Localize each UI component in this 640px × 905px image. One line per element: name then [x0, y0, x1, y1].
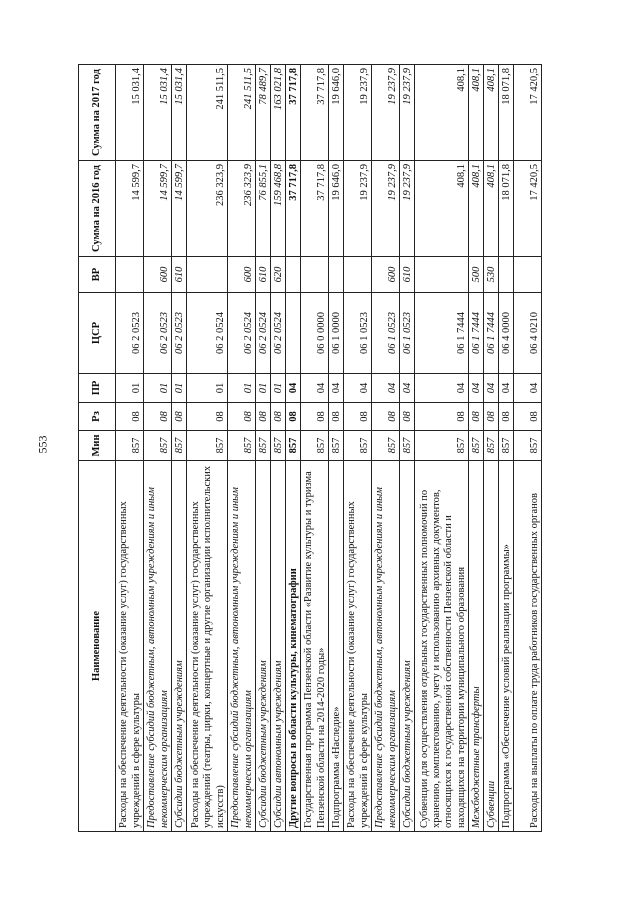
table-row: [228, 65, 256, 832]
cell-csr: 06 1 0523: [400, 293, 415, 374]
cell-sum-2016: 18 071,8: [499, 161, 514, 257]
cell-sum-2017: 408,1: [415, 65, 469, 161]
cell-rz: 08: [344, 403, 372, 431]
cell-csr: [286, 293, 301, 374]
header-sum-2017: Сумма на 2017 год: [79, 65, 116, 161]
cell-rz: 08: [514, 403, 542, 431]
cell-vr: [286, 257, 301, 293]
cell-min: 857: [256, 431, 271, 461]
page-number: 553: [35, 435, 50, 454]
header-min: Мин: [79, 431, 116, 461]
cell-csr: 06 2 0523: [172, 293, 187, 374]
cell-pr: 04: [484, 374, 499, 403]
cell-sum-2017: 15 031,4: [172, 65, 187, 161]
header-name: Наименование: [79, 461, 116, 832]
cell-sum-2017: 17 420,5: [514, 65, 542, 161]
table-row: [344, 65, 372, 832]
cell-name: Расходы на выплаты по оплате труда работников государственных органов: [514, 461, 542, 832]
cell-pr: 04: [301, 374, 329, 403]
cell-name: Предоставление субсидий бюджетным, автономным учреждениям и иным некоммерческим организациям: [144, 461, 172, 832]
cell-name: Другие вопросы в области культуры, кинематографии: [286, 461, 301, 832]
cell-vr: [187, 257, 228, 293]
cell-min: 857: [415, 431, 469, 461]
cell-pr: 04: [400, 374, 415, 403]
cell-name: Субсидии автономным учреждениям: [271, 461, 286, 832]
cell-vr: [415, 257, 469, 293]
table-row: [172, 65, 187, 832]
header-row: [79, 65, 116, 832]
table-row: [301, 65, 329, 832]
cell-pr: 01: [172, 374, 187, 403]
cell-min: 857: [301, 431, 329, 461]
cell-min: 857: [172, 431, 187, 461]
cell-csr: 06 2 0524: [256, 293, 271, 374]
cell-csr: 06 1 7444: [469, 293, 484, 374]
budget-table-page: [78, 65, 558, 832]
cell-sum-2017: 15 031,4: [116, 65, 144, 161]
cell-rz: 08: [415, 403, 469, 431]
cell-csr: 06 0 0000: [301, 293, 329, 374]
cell-vr: 610: [172, 257, 187, 293]
cell-name: Расходы на обеспечение деятельности (оказание услуг) государственных учреждений (театры, цирки, концертные и другие организации исполнительских искусств): [187, 461, 228, 832]
cell-name: Субсидии бюджетным учреждениям: [172, 461, 187, 832]
cell-sum-2017: 37 717,8: [301, 65, 329, 161]
cell-sum-2017: 241 511,5: [187, 65, 228, 161]
table-row: [116, 65, 144, 832]
cell-rz: 08: [400, 403, 415, 431]
cell-csr: 06 2 0523: [116, 293, 144, 374]
cell-sum-2017: 18 071,8: [499, 65, 514, 161]
cell-rz: 08: [469, 403, 484, 431]
cell-csr: 06 4 0000: [499, 293, 514, 374]
cell-vr: [344, 257, 372, 293]
cell-rz: 08: [144, 403, 172, 431]
table-row: [484, 65, 499, 832]
cell-min: 857: [372, 431, 400, 461]
cell-sum-2017: 408,1: [484, 65, 499, 161]
cell-csr: 06 2 0524: [187, 293, 228, 374]
cell-pr: 04: [286, 374, 301, 403]
cell-min: 857: [344, 431, 372, 461]
cell-rz: 08: [172, 403, 187, 431]
cell-sum-2017: 37 717,8: [286, 65, 301, 161]
cell-pr: 01: [116, 374, 144, 403]
table-row: [286, 65, 301, 832]
cell-min: 857: [400, 431, 415, 461]
cell-sum-2016: 14 599,7: [144, 161, 172, 257]
cell-min: 857: [484, 431, 499, 461]
cell-csr: 06 2 0524: [228, 293, 256, 374]
table-row: [514, 65, 542, 832]
cell-min: 857: [514, 431, 542, 461]
cell-vr: 610: [400, 257, 415, 293]
cell-csr: 06 1 0000: [329, 293, 344, 374]
cell-sum-2016: 236 323,9: [228, 161, 256, 257]
cell-sum-2017: 78 489,7: [256, 65, 271, 161]
cell-pr: 04: [499, 374, 514, 403]
cell-name: Предоставление субсидий бюджетным, автономным учреждениям и иным некоммерческим организациям: [372, 461, 400, 832]
table-row: [271, 65, 286, 832]
cell-sum-2017: 163 021,8: [271, 65, 286, 161]
cell-vr: 500: [469, 257, 484, 293]
table-row: [187, 65, 228, 832]
cell-sum-2016: 19 646,0: [329, 161, 344, 257]
table-row: [144, 65, 172, 832]
table-body: [116, 65, 542, 832]
cell-csr: 06 1 0523: [372, 293, 400, 374]
cell-sum-2016: 76 855,1: [256, 161, 271, 257]
header-pr: ПР: [79, 374, 116, 403]
table-row: [329, 65, 344, 832]
cell-sum-2016: 408,1: [484, 161, 499, 257]
cell-min: 857: [116, 431, 144, 461]
table-row: [469, 65, 484, 832]
cell-min: 857: [228, 431, 256, 461]
cell-csr: 06 1 0523: [344, 293, 372, 374]
cell-min: 857: [329, 431, 344, 461]
cell-vr: [116, 257, 144, 293]
cell-name: Подпрограмма «Обеспечение условий реализации программы»: [499, 461, 514, 832]
cell-sum-2016: 19 237,9: [372, 161, 400, 257]
cell-sum-2017: 15 031,4: [144, 65, 172, 161]
cell-pr: 04: [344, 374, 372, 403]
cell-name: Межбюджетные трансферты: [469, 461, 484, 832]
cell-sum-2017: 19 646,0: [329, 65, 344, 161]
cell-csr: 06 1 7444: [415, 293, 469, 374]
cell-sum-2016: 159 468,8: [271, 161, 286, 257]
cell-vr: [301, 257, 329, 293]
cell-min: 857: [286, 431, 301, 461]
cell-vr: 610: [256, 257, 271, 293]
cell-vr: 600: [372, 257, 400, 293]
cell-rz: 08: [372, 403, 400, 431]
table-row: [372, 65, 400, 832]
cell-name: Расходы на обеспечение деятельности (оказание услуг) государственных учреждений в сфере культуры: [116, 461, 144, 832]
cell-rz: 08: [301, 403, 329, 431]
table-row: [499, 65, 514, 832]
cell-vr: [499, 257, 514, 293]
cell-pr: 04: [372, 374, 400, 403]
cell-sum-2016: 14 599,7: [116, 161, 144, 257]
cell-name: Расходы на обеспечение деятельности (оказание услуг) государственных учреждений в сфере культуры: [344, 461, 372, 832]
cell-min: 857: [187, 431, 228, 461]
cell-pr: 01: [256, 374, 271, 403]
cell-name: Субвенции: [484, 461, 499, 832]
cell-min: 857: [144, 431, 172, 461]
cell-sum-2016: 408,1: [469, 161, 484, 257]
cell-csr: 06 2 0523: [144, 293, 172, 374]
cell-pr: 01: [187, 374, 228, 403]
cell-pr: 04: [514, 374, 542, 403]
cell-sum-2017: 19 237,9: [372, 65, 400, 161]
cell-pr: 01: [228, 374, 256, 403]
cell-vr: 600: [144, 257, 172, 293]
table-row: [256, 65, 271, 832]
cell-pr: 01: [144, 374, 172, 403]
cell-name: Субсидии бюджетным учреждениям: [400, 461, 415, 832]
table-row: [400, 65, 415, 832]
cell-pr: 04: [329, 374, 344, 403]
cell-rz: 08: [271, 403, 286, 431]
cell-rz: 08: [228, 403, 256, 431]
cell-name: Субсидии бюджетным учреждениям: [256, 461, 271, 832]
cell-rz: 08: [116, 403, 144, 431]
cell-sum-2017: 19 237,9: [400, 65, 415, 161]
cell-csr: 06 2 0524: [271, 293, 286, 374]
cell-csr: 06 4 0210: [514, 293, 542, 374]
header-csr: ЦСР: [79, 293, 116, 374]
cell-name: Подпрограмма «Наследие»: [329, 461, 344, 832]
cell-rz: 08: [256, 403, 271, 431]
cell-sum-2017: 241 511,5: [228, 65, 256, 161]
cell-sum-2016: 408,1: [415, 161, 469, 257]
cell-min: 857: [469, 431, 484, 461]
cell-min: 857: [499, 431, 514, 461]
cell-min: 857: [271, 431, 286, 461]
cell-rz: 08: [286, 403, 301, 431]
cell-name: Предоставление субсидий бюджетным, автономным учреждениям и иным некоммерческим организациям: [228, 461, 256, 832]
cell-sum-2017: 408,1: [469, 65, 484, 161]
cell-vr: 620: [271, 257, 286, 293]
cell-sum-2016: 14 599,7: [172, 161, 187, 257]
cell-csr: 06 1 7444: [484, 293, 499, 374]
cell-sum-2016: 19 237,9: [344, 161, 372, 257]
cell-rz: 08: [187, 403, 228, 431]
header-sum-2016: Сумма на 2016 год: [79, 161, 116, 257]
header-rz: Рз: [79, 403, 116, 431]
cell-sum-2016: 17 420,5: [514, 161, 542, 257]
cell-rz: 08: [499, 403, 514, 431]
cell-vr: 530: [484, 257, 499, 293]
cell-sum-2017: 19 237,9: [344, 65, 372, 161]
cell-sum-2016: 37 717,8: [301, 161, 329, 257]
cell-vr: 600: [228, 257, 256, 293]
cell-pr: 01: [271, 374, 286, 403]
cell-pr: 04: [469, 374, 484, 403]
cell-name: Субвенции для осуществления отдельных государственных полномочий по хранению, комплектованию, учету и использованию архивных документов, относящихся к государственной собственности Пензенской области и находящихся на территории муниципального образования: [415, 461, 469, 832]
cell-rz: 08: [329, 403, 344, 431]
budget-table: [78, 64, 542, 832]
cell-pr: 04: [415, 374, 469, 403]
cell-rz: 08: [484, 403, 499, 431]
header-vr: ВР: [79, 257, 116, 293]
cell-name: Государственная программа Пензенской области «Развитие культуры и туризма Пензенской области на 2014-2020 годы»: [301, 461, 329, 832]
cell-sum-2016: 236 323,9: [187, 161, 228, 257]
table-row: [415, 65, 469, 832]
cell-sum-2016: 37 717,8: [286, 161, 301, 257]
cell-vr: [329, 257, 344, 293]
cell-vr: [514, 257, 542, 293]
cell-sum-2016: 19 237,9: [400, 161, 415, 257]
